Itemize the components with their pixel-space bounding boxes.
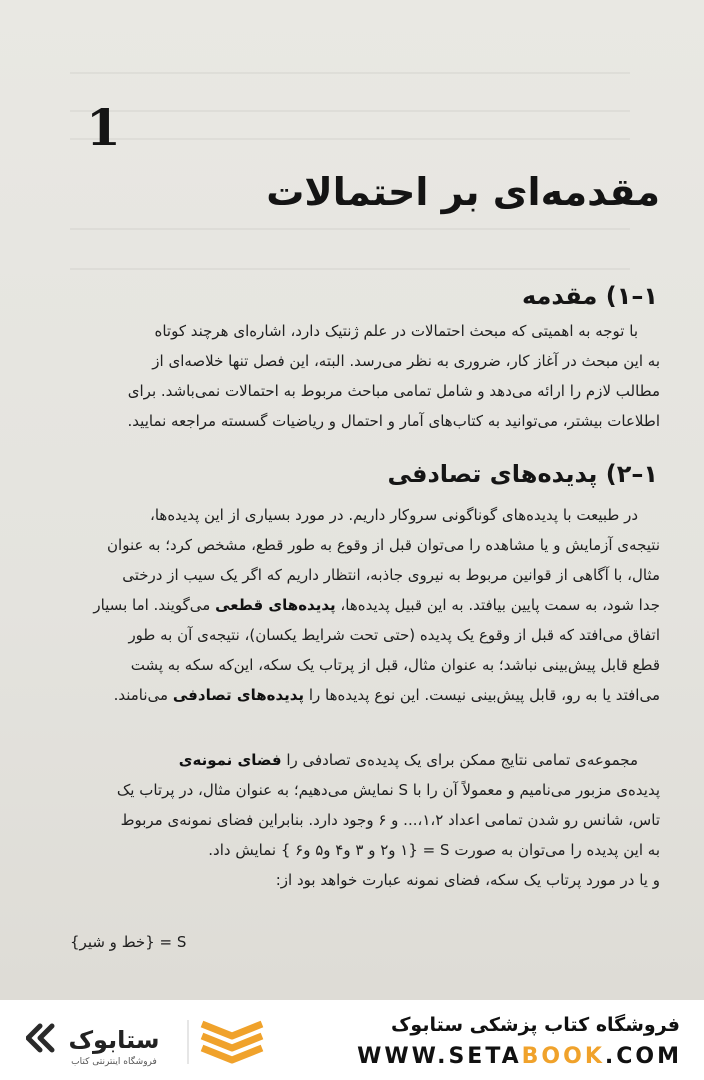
section-heading-random-phenomena: ۱–۲) پدیده‌های تصادفی <box>387 460 658 488</box>
paragraph-line: مثال، با آگاهی از قوانین مربوط به نیروی جاذبه، انتظار داریم که اگر یک سیب از درختی <box>122 566 660 584</box>
paragraph-line: اطلاعات بیشتر، می‌توانید به کتاب‌های آمار و احتمال و ریاضیات گسسته مراجعه نمایید. <box>127 412 660 430</box>
text-run: می‌گویند. اما بسیار <box>93 596 211 614</box>
paragraph-line <box>68 590 660 620</box>
paragraph-line: با توجه به اهمیتی که مبحث احتمالات در علم ژنتیک دارد، اشاره‌ای هرچند کوتاه <box>154 322 638 340</box>
paragraph-line: مطالب لازم را ارائه می‌دهد و شامل تمامی مباحث مربوط به احتمالات نمی‌باشد. برای <box>127 382 660 400</box>
term-random-phenomena: پدیده‌های تصادفی <box>172 686 305 704</box>
text-run: نمایش داد. <box>208 841 277 859</box>
bleed-through-line <box>70 72 630 74</box>
text-run: می‌نامند. <box>113 686 169 704</box>
random-phenomena-paragraph <box>68 500 660 710</box>
text-run: می‌افتد یا به رو، قابل پیش‌بینی نیست. این نوع پدیده‌ها را <box>308 686 660 704</box>
url-part: WWW.SETA <box>357 1044 522 1069</box>
intro-paragraph <box>68 316 660 436</box>
logo-subtext: فروشگاه اینترنتی کتاب <box>71 1057 157 1067</box>
coin-sample-space-formula: S = {خط و شیر} <box>70 933 187 951</box>
paragraph-line: پدیده‌ی مزبور می‌نامیم و معمولاً آن را با S نمایش می‌دهیم؛ به عنوان مثال، در پرتاب یک <box>116 781 660 799</box>
store-banner <box>0 1000 704 1080</box>
url-part-accent: BOOK <box>521 1044 605 1069</box>
paragraph-line <box>68 745 660 775</box>
paragraph-line: تاس، شانس رو شدن تمامی اعداد ۱،۲،... و ۶ وجود دارد. بنابراین فضای نمونه‌ی مربوط <box>120 811 660 829</box>
book-stack-icon <box>202 1024 262 1060</box>
double-chevron-icon <box>28 1026 52 1050</box>
text-run: جدا شود، به سمت پایین بیافتد. به این قبیل پدیده‌ها، <box>340 596 660 614</box>
bleed-through-line <box>70 228 630 230</box>
term-sample-space: فضای نمونه‌ی <box>178 751 282 769</box>
text-run: به این پدیده را می‌توان به صورت <box>454 841 660 859</box>
term-deterministic-phenomena: پدیده‌های قطعی <box>215 596 336 614</box>
sample-space-paragraph <box>68 745 660 895</box>
paragraph-line: اتفاق می‌افتد که قبل از وقوع یک پدیده (حتی تحت شرایط یکسان)، نتیجه‌ی آن به طور <box>128 626 660 644</box>
chapter-title: مقدمه‌ای بر احتمالات <box>266 170 660 214</box>
bleed-through-line <box>70 268 630 270</box>
paragraph-line: در طبیعت با پدیده‌های گوناگونی سروکار داریم. در مورد بسیاری از این پدیده‌ها، <box>150 506 638 524</box>
bleed-through-line <box>70 110 630 112</box>
store-url[interactable] <box>357 1044 682 1069</box>
dice-sample-space-formula: S = {۱ و۲ و ۳ و۴ و۵ و۶ } <box>280 841 450 859</box>
url-part: .COM <box>604 1044 682 1069</box>
paragraph-line: قطع قابل پیش‌بینی نباشد؛ به عنوان مثال، قبل از پرتاب یک سکه، این‌که سکه به پشت <box>130 656 660 674</box>
paragraph-line <box>68 680 660 710</box>
paragraph-line: و یا در مورد پرتاب یک سکه، فضای نمونه عبارت خواهد بود از: <box>275 871 660 889</box>
store-name: فروشگاه کتاب پزشکی ستابوک <box>390 1014 680 1036</box>
section-heading-introduction: ۱–۱) مقدمه <box>521 282 658 310</box>
paragraph-line: به این مبحث در آغاز کار، ضروری به نظر می‌رسد. البته، این فصل تنها خلاصه‌ای از <box>152 352 660 370</box>
paragraph-line <box>68 835 660 865</box>
setabook-logo[interactable] <box>26 1014 276 1070</box>
chapter-number: 1 <box>86 98 121 157</box>
bleed-through-line <box>70 138 630 140</box>
logo-wordmark: ستابوک <box>68 1026 160 1054</box>
text-run: مجموعه‌ی تمامی نتایج ممکن برای یک پدیده‌ی تصادفی را <box>286 751 638 769</box>
paragraph-line: نتیجه‌ی آزمایش و یا مشاهده را می‌توان قبل از وقوع به طور قطع، مشخص کرد؛ به عنوان <box>107 536 660 554</box>
